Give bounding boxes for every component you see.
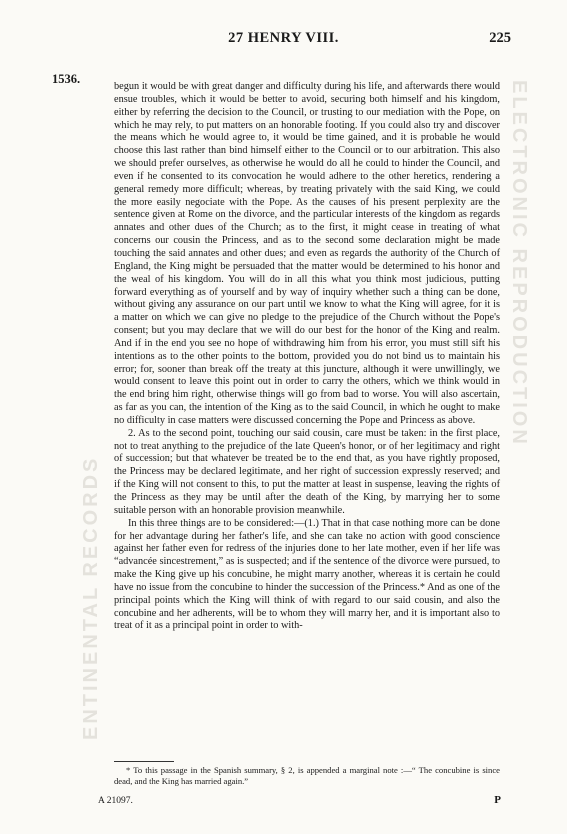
signature-mark-right: P xyxy=(494,794,501,806)
watermark-left: ENTINENTAL RECORDS xyxy=(80,455,102,740)
paragraph-considerations: In this three things are to be considered:—(1.) That in that case nothing more can be done for her advantage during her father's life, and she can take no action with good conscience against her father even for redress of the injuries done to her late mother, even if her life was “advancée sincestrement,” as is suspected; and if the sentence of the divorce were pursued, to make the King give up his concubine, he might marry another, whereas it is certain he could have no issue from the concubine to hinder the succession of the Princess.* And as one of the principal points which the King will think of with regard to our said cousin, and also the concubine and her adherents, will be to whom they will marry her, and it is important also to treat of it as a principal point in order to with- xyxy=(114,517,500,632)
running-head xyxy=(0,30,567,52)
footnote-rule xyxy=(114,761,174,762)
signature-mark-left: A 21097. xyxy=(98,796,133,806)
running-title: 27 HENRY VIII. xyxy=(228,30,339,46)
footnote-text: * To this passage in the Spanish summary, § 2, is appended a marginal note :—“ The concubine is since dead, and the King has married again.” xyxy=(114,765,500,786)
paragraph-continuation: begun it would be with great danger and difficulty during his life, and afterwards there would ensue troubles, which it would be better to avoid, securing both himself and his kingdom, either by referring the decision to the Council, or trusting to our mediation with the Pope, on which he may rely, to put matters on an honorable footing. If you could also try and discover the means which he would agree to, it would be time gained, and it is probable he would choose this last rather than bind himself either to the Council or to our arbitration. This also we should prefer ourselves, as otherwise he would do all he could to hinder the Council, and even if he consented to its convocation he would adhere to the other heretics, rendering a general remedy more difficult; whereas, by treating privately with the said King, we could the more easily negociate with the Pope. As the causes of his present perplexity are the sentence given at Rome on the divorce, and the particular interests of the kingdom as regards annates and other dues of the Church; as to the first, it might cease in treating of what concerns our cousin the Princess, and as to the second some declaration might be made touching the said annates and other dues; and even as regards the authority of the Church of England, the King might be persuaded that the matter would be determined to his honor and the weal of his kingdom. You will do in all this what you think most judicious, putting forward everything as of yourself and by way of inquiry whether such a thing can be done, without giving any assurance on our part until we know to what the King will agree, for it is a matter on which we can give no pledge to the prejudice of the Church without the Pope's consent; but you may declare that we will do our best for the honor of the King and realm. And if in the end you see no hope of withdrawing him from his error, you must still sift his intentions as to the other points to the bottom, provided you do not bind us to maintain his error; for, sooner than break off the treaty at this juncture, although it were unwillingly, we would consent to leave this point out in order to carry the others, which we think would in the end bring him right, otherwise things will go from bad to worse. You will also ascertain, as far as you can, the intention of the King as to the said Council, in which he ought to make no difficulty in case matters were discussed concerning the Pope and Princess as above. xyxy=(114,81,500,426)
watermark-right: ELECTRONIC REPRODUCTION xyxy=(508,80,530,447)
margin-year: 1536. xyxy=(52,72,81,86)
page-number: 225 xyxy=(489,30,511,46)
footnote xyxy=(114,765,500,787)
paragraph-second-point: 2. As to the second point, touching our said cousin, care must be taken: in the first place, not to treat anything to the prejudice of the late Queen's honor, or of her legitimacy and right of succession; but that whatever be treated be to the end that, as you have rightly proposed, the Princess may be declared legitimate, and her right of succession expressly reserved; and if the King will not consent to this, to put the matter at least in suspense, leaving the rights of the Princess as they may be until after the death of the King, by marrying her to some suitable person with an honorable provision meanwhile. xyxy=(114,427,500,516)
body-text xyxy=(114,81,500,633)
